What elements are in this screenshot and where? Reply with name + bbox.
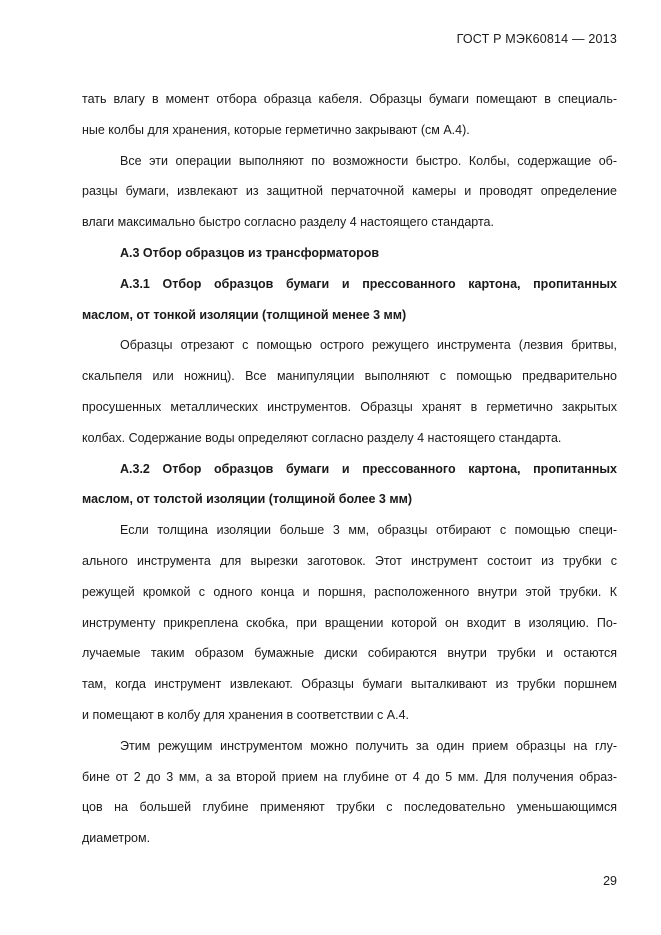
- document-body: [82, 84, 617, 854]
- text-line: Образцы отрезают с помощью острого режущего инструмента (лезвия бритвы,: [120, 338, 617, 353]
- paragraph-4: [82, 515, 617, 731]
- paragraph-3: [82, 330, 617, 453]
- paragraph-5: [82, 731, 617, 854]
- text-line: лучаемые таким образом бумажные диски собираются внутри трубки и остаются: [82, 646, 617, 661]
- text-line: просушенных металлических инструментов. Образцы хранят в герметично закрытых: [82, 399, 617, 414]
- text-line: диаметром.: [82, 831, 151, 846]
- heading-text: маслом, от тонкой изоляции (толщиной менее 3 мм): [82, 307, 407, 322]
- heading-text: маслом, от толстой изоляции (толщиной более 3 мм): [82, 492, 413, 507]
- text-line: ального инструмента для вырезки заготовок. Этот инструмент состоит из трубки с: [82, 553, 617, 568]
- text-line: там, когда инструмент извлекают. Образцы бумаги выталкивают из трубки поршнем: [82, 677, 617, 692]
- text-line: Если толщина изоляции больше 3 мм, образцы отбирают с помощью специ-: [120, 523, 617, 538]
- text-line: влаги максимально быстро согласно разделу 4 настоящего стандарта.: [82, 215, 494, 230]
- text-line: инструменту прикреплена скобка, при вращении которой он входит в изоляцию. По-: [82, 615, 617, 630]
- text-line: Этим режущим инструментом можно получить за один прием образцы на глу-: [120, 738, 617, 753]
- subsection-heading-a3-2: [82, 454, 617, 516]
- heading-text: А.3.1 Отбор образцов бумаги и прессованного картона, пропитанных: [120, 276, 617, 291]
- text-line: скальпеля или ножниц). Все манипуляции выполняют с помощью предварительно: [82, 369, 617, 384]
- text-line: Все эти операции выполняют по возможности быстро. Колбы, содержащие об-: [120, 153, 617, 168]
- text-line: ные колбы для хранения, которые герметично закрывают (см А.4).: [82, 122, 470, 137]
- text-line: режущей кромкой с одного конца и поршня, расположенного внутри этой трубки. К: [82, 584, 617, 599]
- text-line: тать влагу в момент отбора образца кабеля. Образцы бумаги помещают в специаль-: [82, 92, 617, 106]
- text-line: колбах. Содержание воды определяют согласно разделу 4 настоящего стандарта.: [82, 430, 562, 445]
- section-heading-a3: [82, 238, 617, 269]
- document-header: ГОСТ Р МЭК60814 — 2013: [456, 32, 617, 46]
- text-line: и помещают в колбу для хранения в соответствии с А.4.: [82, 707, 410, 722]
- paragraph-2: [82, 146, 617, 238]
- text-line: бине от 2 до 3 мм, а за второй прием на глубине от 4 до 5 мм. Для получения образ-: [82, 769, 617, 784]
- text-line: разцы бумаги, извлекают из защитной перчаточной камеры и проводят определение: [82, 184, 617, 199]
- heading-text: А.3 Отбор образцов из трансформаторов: [120, 245, 380, 260]
- paragraph-1: [82, 84, 617, 146]
- text-line: цов на большей глубине применяют трубки с последовательно уменьшающимся: [82, 800, 617, 815]
- page-number: 29: [603, 874, 617, 888]
- subsection-heading-a3-1: [82, 269, 617, 331]
- heading-text: А.3.2 Отбор образцов бумаги и прессованного картона, пропитанных: [120, 461, 617, 476]
